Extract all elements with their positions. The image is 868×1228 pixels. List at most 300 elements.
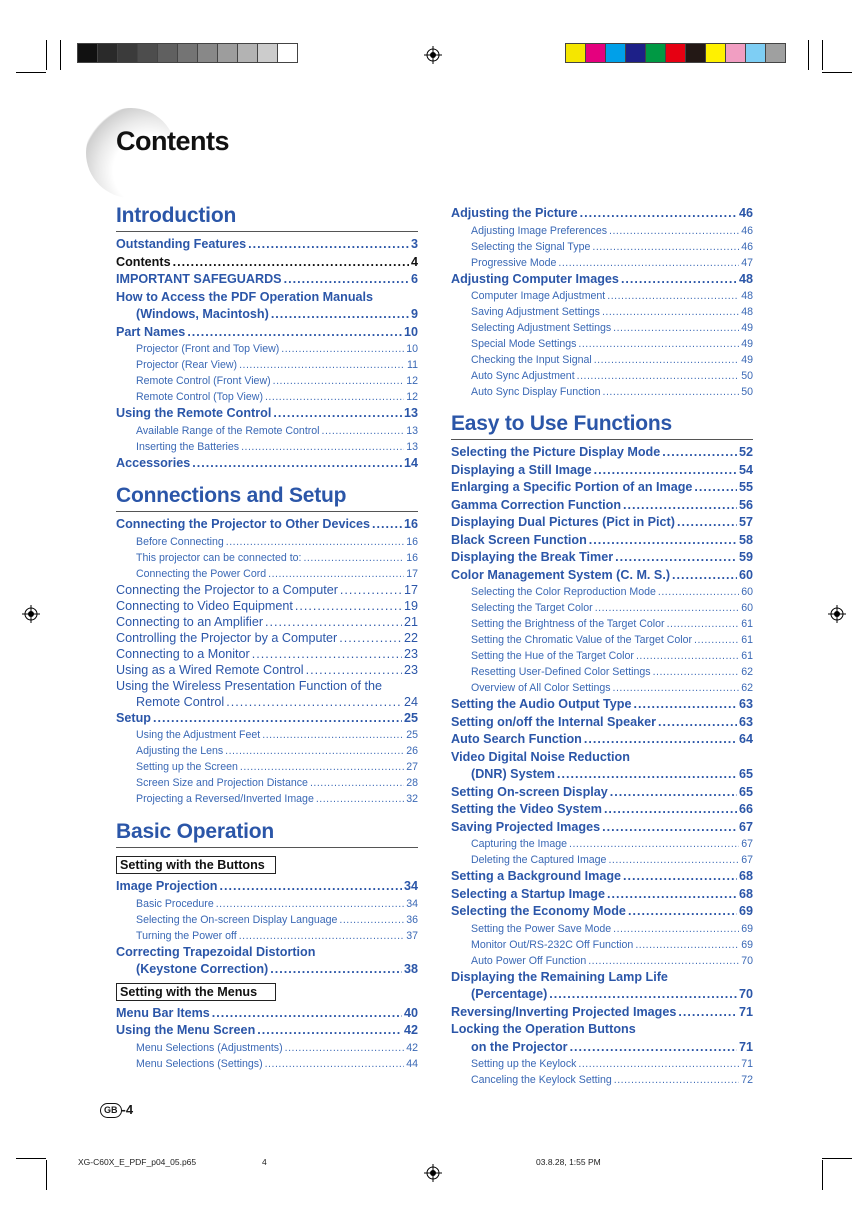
- toc-leader-dots: [192, 455, 402, 473]
- toc-entry-title: Contents: [116, 254, 171, 269]
- toc-entry[interactable]: [451, 766, 753, 784]
- toc-leader-dots: [270, 961, 402, 979]
- toc-entry-page: 28: [406, 777, 418, 789]
- toc-list: [451, 205, 753, 400]
- toc-entry-page: 42: [406, 1041, 418, 1054]
- toc-leader-dots: [340, 582, 402, 598]
- gray-calibration-bars: [78, 43, 298, 63]
- toc-entry-page: 46: [738, 206, 753, 220]
- toc-entry-title: Selecting the Economy Mode: [451, 904, 626, 918]
- calibration-swatch: [257, 43, 278, 63]
- subsection-box-buttons: Setting with the Buttons: [116, 856, 276, 874]
- toc-entry[interactable]: [116, 582, 418, 598]
- toc-entry[interactable]: [451, 352, 753, 368]
- toc-entry-title: Resetting User-Defined Color Settings: [471, 666, 651, 678]
- toc-entry-page: 60: [741, 586, 753, 598]
- toc-entry[interactable]: [116, 1022, 418, 1040]
- toc-entry-page: 61: [741, 650, 753, 662]
- calibration-swatch: [237, 43, 258, 63]
- toc-leader-dots: [602, 819, 737, 837]
- toc-entry-title: Capturing the Image: [471, 838, 567, 850]
- toc-entry[interactable]: [116, 341, 418, 357]
- toc-entry-page: 6: [410, 272, 418, 286]
- toc-entry[interactable]: [116, 357, 418, 373]
- toc-entry-title: Image Projection: [116, 879, 218, 893]
- toc-entry-title: Before Connecting: [136, 535, 224, 548]
- toc-entry[interactable]: [116, 534, 418, 550]
- toc-entry-title: Reversing/Inverting Projected Images: [451, 1004, 677, 1019]
- toc-entry[interactable]: [451, 239, 753, 255]
- toc-leader-dots: [322, 423, 405, 439]
- toc-entry-page: 34: [403, 879, 418, 893]
- calibration-swatch: [625, 43, 646, 63]
- calibration-swatch: [277, 43, 298, 63]
- toc-entry[interactable]: [451, 969, 753, 987]
- toc-entry-page: 67: [741, 838, 753, 850]
- toc-leader-dots: [667, 616, 740, 632]
- toc-entry-title: Gamma Correction Function: [451, 497, 622, 512]
- toc-entry[interactable]: [116, 550, 418, 566]
- page-number: [100, 1102, 133, 1118]
- calibration-swatch: [217, 43, 238, 63]
- toc-leader-dots: [273, 373, 405, 389]
- toc-entry-page: 24: [403, 694, 418, 709]
- toc-leader-dots: [578, 336, 739, 352]
- toc-entry[interactable]: [116, 961, 418, 979]
- calibration-swatch: [585, 43, 606, 63]
- toc-entry[interactable]: [451, 479, 753, 497]
- toc-entry-title: How to Access the PDF Operation Manuals: [116, 289, 374, 304]
- toc-entry-page: 12: [406, 375, 418, 387]
- toc-entry[interactable]: [451, 714, 753, 732]
- toc-right-column: [451, 205, 753, 1088]
- calibration-swatch: [725, 43, 746, 63]
- toc-entry-page: 50: [741, 370, 753, 382]
- toc-leader-dots: [658, 584, 739, 600]
- toc-leader-dots: [273, 405, 402, 423]
- toc-entry-title: on the Projector: [471, 1039, 568, 1054]
- toc-entry[interactable]: [451, 784, 753, 802]
- toc-entry[interactable]: [451, 1039, 753, 1057]
- toc-entry-page: 13: [406, 440, 418, 453]
- toc-entry[interactable]: [116, 1040, 418, 1056]
- toc-entry-page: 55: [738, 480, 753, 494]
- toc-leader-dots: [281, 341, 404, 357]
- toc-entry[interactable]: [116, 389, 418, 405]
- section-heading-basic-operation: Basic Operation: [116, 820, 418, 848]
- calibration-swatch: [197, 43, 218, 63]
- toc-entry[interactable]: [116, 662, 418, 678]
- toc-entry-title: Outstanding Features: [116, 237, 247, 251]
- toc-entry[interactable]: [451, 953, 753, 969]
- toc-entry[interactable]: [116, 878, 418, 896]
- toc-entry-title: Part Names: [116, 324, 186, 339]
- toc-entry-page: 70: [741, 954, 753, 967]
- toc-entry-title: Selecting the On-screen Display Language: [136, 913, 338, 926]
- toc-entry-title: Adjusting the Picture: [451, 206, 578, 220]
- toc-entry-page: 54: [738, 462, 753, 477]
- toc-leader-dots: [613, 680, 740, 696]
- toc-leader-dots: [239, 357, 405, 373]
- toc-entry[interactable]: [451, 271, 753, 289]
- toc-entry[interactable]: [451, 886, 753, 904]
- toc-leader-dots: [628, 903, 737, 921]
- toc-leader-dots: [623, 868, 737, 886]
- toc-leader-dots: [678, 1004, 737, 1022]
- toc-leader-dots: [212, 1005, 402, 1023]
- footer-date: 03.8.28, 1:55 PM: [536, 1157, 601, 1167]
- toc-entry[interactable]: [451, 600, 753, 616]
- toc-entry-page: 56: [738, 497, 753, 512]
- toc-entry-title: Connecting the Power Cord: [136, 567, 267, 580]
- toc-entry[interactable]: [451, 616, 753, 632]
- toc-entry[interactable]: [116, 928, 418, 944]
- toc-leader-dots: [609, 223, 739, 239]
- toc-leader-dots: [677, 514, 737, 532]
- registration-mark-icon: [424, 46, 442, 64]
- toc-entry[interactable]: [116, 678, 418, 694]
- toc-entry-title: Connecting to an Amplifier: [116, 614, 264, 629]
- calibration-swatch: [605, 43, 626, 63]
- toc-leader-dots: [592, 239, 739, 255]
- toc-entry-title: Setting up the Keylock: [471, 1058, 577, 1070]
- toc-entry-title: Accessories: [116, 455, 191, 470]
- toc-entry-page: 46: [741, 224, 753, 237]
- toc-entry-title: Color Management System (C. M. S.): [451, 567, 671, 582]
- toc-entry-page: 61: [741, 618, 753, 630]
- toc-leader-dots: [303, 550, 404, 566]
- toc-entry[interactable]: [451, 320, 753, 336]
- toc-entry[interactable]: [116, 896, 418, 912]
- toc-entry[interactable]: [116, 727, 418, 743]
- toc-entry-page: 16: [403, 517, 418, 531]
- toc-entry[interactable]: [116, 405, 418, 423]
- toc-entry[interactable]: [116, 254, 418, 272]
- toc-entry[interactable]: [116, 289, 418, 307]
- toc-entry-title: This projector can be connected to:: [136, 551, 302, 564]
- toc-entry-title: Menu Selections (Settings): [136, 1057, 263, 1070]
- toc-entry[interactable]: [451, 819, 753, 837]
- toc-leader-dots: [613, 921, 739, 937]
- toc-entry-title: Overview of All Color Settings: [471, 682, 611, 694]
- toc-leader-dots: [268, 566, 404, 582]
- toc-entry[interactable]: [116, 694, 418, 710]
- page-number-value: -4: [121, 1102, 134, 1117]
- toc-entry-page: 48: [741, 290, 753, 302]
- toc-list: [116, 236, 418, 472]
- toc-entry-page: 48: [741, 306, 753, 318]
- toc-entry-page: 14: [403, 455, 418, 470]
- toc-entry-page: 27: [406, 761, 418, 773]
- toc-leader-dots: [295, 598, 402, 614]
- toc-entry[interactable]: [451, 462, 753, 480]
- toc-entry[interactable]: [451, 304, 753, 320]
- toc-entry-page: 10: [406, 343, 418, 355]
- toc-entry[interactable]: [451, 384, 753, 400]
- toc-entry-page: 58: [738, 532, 753, 547]
- toc-entry-page: 66: [738, 802, 753, 816]
- toc-entry[interactable]: [451, 836, 753, 852]
- toc-entry[interactable]: [451, 444, 753, 462]
- toc-entry-title: Using the Remote Control: [116, 406, 272, 420]
- toc-entry-page: 65: [738, 767, 753, 781]
- toc-leader-dots: [252, 646, 402, 662]
- toc-entry[interactable]: [451, 497, 753, 515]
- toc-entry-title: Correcting Trapezoidal Distortion: [116, 944, 316, 959]
- calibration-swatch: [97, 43, 118, 63]
- toc-entry[interactable]: [116, 944, 418, 962]
- toc-entry[interactable]: [116, 324, 418, 342]
- toc-entry-page: 49: [741, 338, 753, 350]
- toc-leader-dots: [595, 600, 739, 616]
- toc-entry-title: Auto Sync Adjustment: [471, 370, 575, 382]
- toc-leader-dots: [265, 1056, 405, 1072]
- calibration-swatch: [117, 43, 138, 63]
- toc-leader-dots: [240, 759, 404, 775]
- toc-entry[interactable]: [451, 749, 753, 767]
- toc-entry[interactable]: [451, 868, 753, 886]
- toc-entry-title: Checking the Input Signal: [471, 354, 592, 366]
- calibration-swatch: [157, 43, 178, 63]
- toc-entry-title: Video Digital Noise Reduction: [451, 749, 630, 764]
- toc-leader-dots: [694, 479, 737, 497]
- toc-entry[interactable]: [451, 567, 753, 585]
- calibration-swatch: [745, 43, 766, 63]
- toc-leader-dots: [569, 836, 739, 852]
- toc-entry-title: Saving Projected Images: [451, 819, 601, 834]
- toc-leader-dots: [284, 271, 409, 289]
- toc-entry-page: 12: [406, 391, 418, 403]
- toc-leader-dots: [578, 1056, 739, 1072]
- toc-entry[interactable]: [116, 743, 418, 759]
- toc-leader-dots: [262, 727, 404, 743]
- toc-entry-page: 17: [406, 567, 418, 580]
- toc-entry-title: (Keystone Correction): [136, 962, 269, 976]
- toc-entry-title: Selecting the Color Reproduction Mode: [471, 586, 656, 598]
- toc-entry-page: 36: [406, 913, 418, 926]
- toc-entry[interactable]: [451, 336, 753, 352]
- toc-entry[interactable]: [451, 680, 753, 696]
- toc-leader-dots: [173, 254, 409, 272]
- toc-entry[interactable]: [116, 1056, 418, 1072]
- toc-entry[interactable]: [116, 373, 418, 389]
- toc-entry-page: 11: [407, 359, 418, 371]
- calibration-swatch: [765, 43, 786, 63]
- toc-entry-page: 19: [403, 598, 418, 613]
- toc-entry[interactable]: [116, 423, 418, 439]
- toc-entry[interactable]: [451, 1021, 753, 1039]
- toc-leader-dots: [557, 766, 737, 784]
- toc-entry-page: 25: [406, 729, 418, 741]
- toc-entry-page: 60: [741, 602, 753, 614]
- toc-entry[interactable]: [451, 937, 753, 953]
- toc-entry[interactable]: [451, 514, 753, 532]
- toc-entry[interactable]: [116, 455, 418, 473]
- toc-entry-title: Selecting a Startup Image: [451, 886, 605, 901]
- toc-entry-page: 59: [738, 550, 753, 564]
- toc-leader-dots: [634, 696, 737, 714]
- registration-mark-icon: [424, 1164, 442, 1182]
- toc-entry[interactable]: [116, 516, 418, 534]
- toc-entry-title: Displaying a Still Image: [451, 462, 592, 477]
- toc-entry-title: Setting up the Screen: [136, 761, 238, 773]
- toc-entry[interactable]: [451, 584, 753, 600]
- toc-entry-title: Computer Image Adjustment: [471, 290, 606, 302]
- toc-entry[interactable]: [116, 710, 418, 728]
- toc-entry-title: Projector (Rear View): [136, 359, 238, 371]
- toc-entry-page: 16: [406, 551, 418, 564]
- toc-entry-page: 38: [403, 962, 418, 976]
- toc-entry-title: Canceling the Keylock Setting: [471, 1074, 612, 1086]
- toc-entry[interactable]: [116, 566, 418, 582]
- toc-entry-title: Displaying Dual Pictures (Pict in Pict): [451, 515, 675, 529]
- toc-entry-title: (Windows, Macintosh): [136, 307, 269, 321]
- toc-entry-page: 50: [741, 386, 753, 398]
- toc-entry[interactable]: [116, 912, 418, 928]
- toc-entry-page: 71: [738, 1004, 753, 1019]
- toc-entry[interactable]: [116, 598, 418, 614]
- calibration-swatch: [645, 43, 666, 63]
- toc-entry[interactable]: [451, 549, 753, 567]
- toc-leader-dots: [225, 743, 404, 759]
- toc-entry-title: Controlling the Projector by a Computer: [116, 630, 338, 645]
- toc-entry-title: Auto Search Function: [451, 732, 582, 746]
- toc-entry[interactable]: [451, 731, 753, 749]
- toc-leader-dots: [219, 878, 402, 896]
- toc-entry-page: 46: [741, 240, 753, 253]
- toc-entry[interactable]: [116, 791, 418, 807]
- toc-entry[interactable]: [451, 632, 753, 648]
- toc-entry-page: 67: [741, 854, 753, 866]
- toc-entry[interactable]: [116, 759, 418, 775]
- toc-leader-dots: [588, 953, 739, 969]
- toc-entry[interactable]: [451, 1004, 753, 1022]
- toc-entry-page: 21: [403, 614, 418, 629]
- toc-entry-page: 25: [403, 710, 418, 725]
- toc-entry[interactable]: [451, 205, 753, 223]
- toc-entry-title: Setup: [116, 710, 151, 725]
- toc-entry-page: 61: [741, 634, 753, 646]
- toc-leader-dots: [636, 648, 739, 664]
- toc-entry[interactable]: [451, 1072, 753, 1088]
- toc-entry[interactable]: [451, 903, 753, 921]
- toc-entry-title: Locking the Operation Buttons: [451, 1022, 636, 1036]
- toc-leader-dots: [339, 630, 402, 646]
- toc-entry[interactable]: [116, 646, 418, 662]
- toc-entry-page: 9: [410, 307, 418, 321]
- toc-entry[interactable]: [116, 630, 418, 646]
- toc-entry-title: Inserting the Batteries: [136, 440, 240, 453]
- toc-entry[interactable]: [116, 236, 418, 254]
- toc-entry[interactable]: [451, 852, 753, 868]
- color-calibration-bars: [566, 43, 786, 63]
- calibration-swatch: [565, 43, 586, 63]
- toc-leader-dots: [580, 205, 737, 223]
- toc-entry-title: (DNR) System: [471, 767, 555, 781]
- toc-entry-title: Progressive Mode: [471, 256, 557, 269]
- toc-entry-title: Displaying the Remaining Lamp Life: [451, 969, 668, 984]
- toc-entry[interactable]: [451, 648, 753, 664]
- toc-entry-page: 64: [738, 732, 753, 746]
- toc-entry-title: Setting a Background Image: [451, 869, 622, 883]
- toc-entry-title: Using the Wireless Presentation Function of the: [116, 678, 382, 693]
- toc-entry-title: Displaying the Break Timer: [451, 550, 614, 564]
- toc-entry-page: 69: [741, 922, 753, 935]
- toc-entry[interactable]: [451, 532, 753, 550]
- toc-entry[interactable]: [116, 1005, 418, 1023]
- toc-entry-page: 3: [410, 237, 418, 251]
- toc-entry-title: Setting on/off the Internal Speaker: [451, 714, 657, 729]
- toc-leader-dots: [241, 439, 404, 455]
- toc-entry[interactable]: [451, 368, 753, 384]
- toc-entry[interactable]: [451, 801, 753, 819]
- toc-entry-title: Connecting the Projector to Other Devices: [116, 517, 371, 531]
- toc-entry-page: 13: [406, 424, 418, 437]
- toc-entry-title: Using the Adjustment Feet: [136, 729, 261, 741]
- toc-entry[interactable]: [451, 255, 753, 271]
- toc-entry-page: 44: [406, 1057, 418, 1070]
- toc-entry[interactable]: [116, 439, 418, 455]
- toc-entry-page: 62: [741, 666, 753, 678]
- toc-entry-title: Setting On-screen Display: [451, 784, 608, 799]
- toc-leader-dots: [610, 784, 737, 802]
- toc-leader-dots: [187, 324, 402, 342]
- toc-leader-dots: [613, 320, 739, 336]
- toc-entry-page: 16: [406, 535, 418, 548]
- toc-entry[interactable]: [451, 664, 753, 680]
- toc-entry-title: Menu Selections (Adjustments): [136, 1041, 283, 1054]
- toc-leader-dots: [265, 389, 404, 405]
- toc-entry[interactable]: [451, 1056, 753, 1072]
- toc-entry-page: 13: [403, 406, 418, 420]
- toc-entry-title: Saving Adjustment Settings: [471, 306, 600, 318]
- toc-entry-title: Setting the Hue of the Target Color: [471, 650, 634, 662]
- toc-entry-title: Auto Power Off Function: [471, 954, 587, 967]
- toc-entry[interactable]: [116, 614, 418, 630]
- toc-entry[interactable]: [451, 986, 753, 1004]
- toc-entry-page: 37: [406, 929, 418, 942]
- toc-list: [451, 444, 753, 1088]
- toc-entry[interactable]: [451, 696, 753, 714]
- toc-leader-dots: [658, 714, 737, 732]
- toc-entry-title: Using the Menu Screen: [116, 1023, 256, 1037]
- toc-entry[interactable]: [451, 921, 753, 937]
- toc-entry-page: 40: [403, 1005, 418, 1020]
- calibration-swatch: [665, 43, 686, 63]
- toc-leader-dots: [594, 462, 737, 480]
- toc-entry[interactable]: [116, 306, 418, 324]
- toc-entry-title: Setting the Brightness of the Target Color: [471, 618, 665, 630]
- calibration-swatch: [685, 43, 706, 63]
- toc-entry-title: Connecting to a Monitor: [116, 646, 250, 661]
- toc-leader-dots: [653, 664, 740, 680]
- toc-entry-title: Selecting the Target Color: [471, 602, 593, 614]
- toc-entry-page: 26: [406, 745, 418, 757]
- toc-entry-page: 4: [410, 254, 418, 269]
- toc-list: [116, 878, 418, 979]
- toc-entry-title: Selecting Adjustment Settings: [471, 322, 612, 334]
- toc-entry[interactable]: [451, 223, 753, 239]
- toc-leader-dots: [602, 304, 739, 320]
- toc-entry[interactable]: [116, 775, 418, 791]
- toc-leader-dots: [570, 1039, 737, 1057]
- gb-badge: GB: [100, 1103, 122, 1118]
- toc-entry-title: Auto Sync Display Function: [471, 386, 601, 398]
- toc-entry[interactable]: [116, 271, 418, 289]
- section-heading-connections: Connections and Setup: [116, 484, 418, 512]
- toc-leader-dots: [153, 710, 402, 728]
- toc-entry[interactable]: [451, 288, 753, 304]
